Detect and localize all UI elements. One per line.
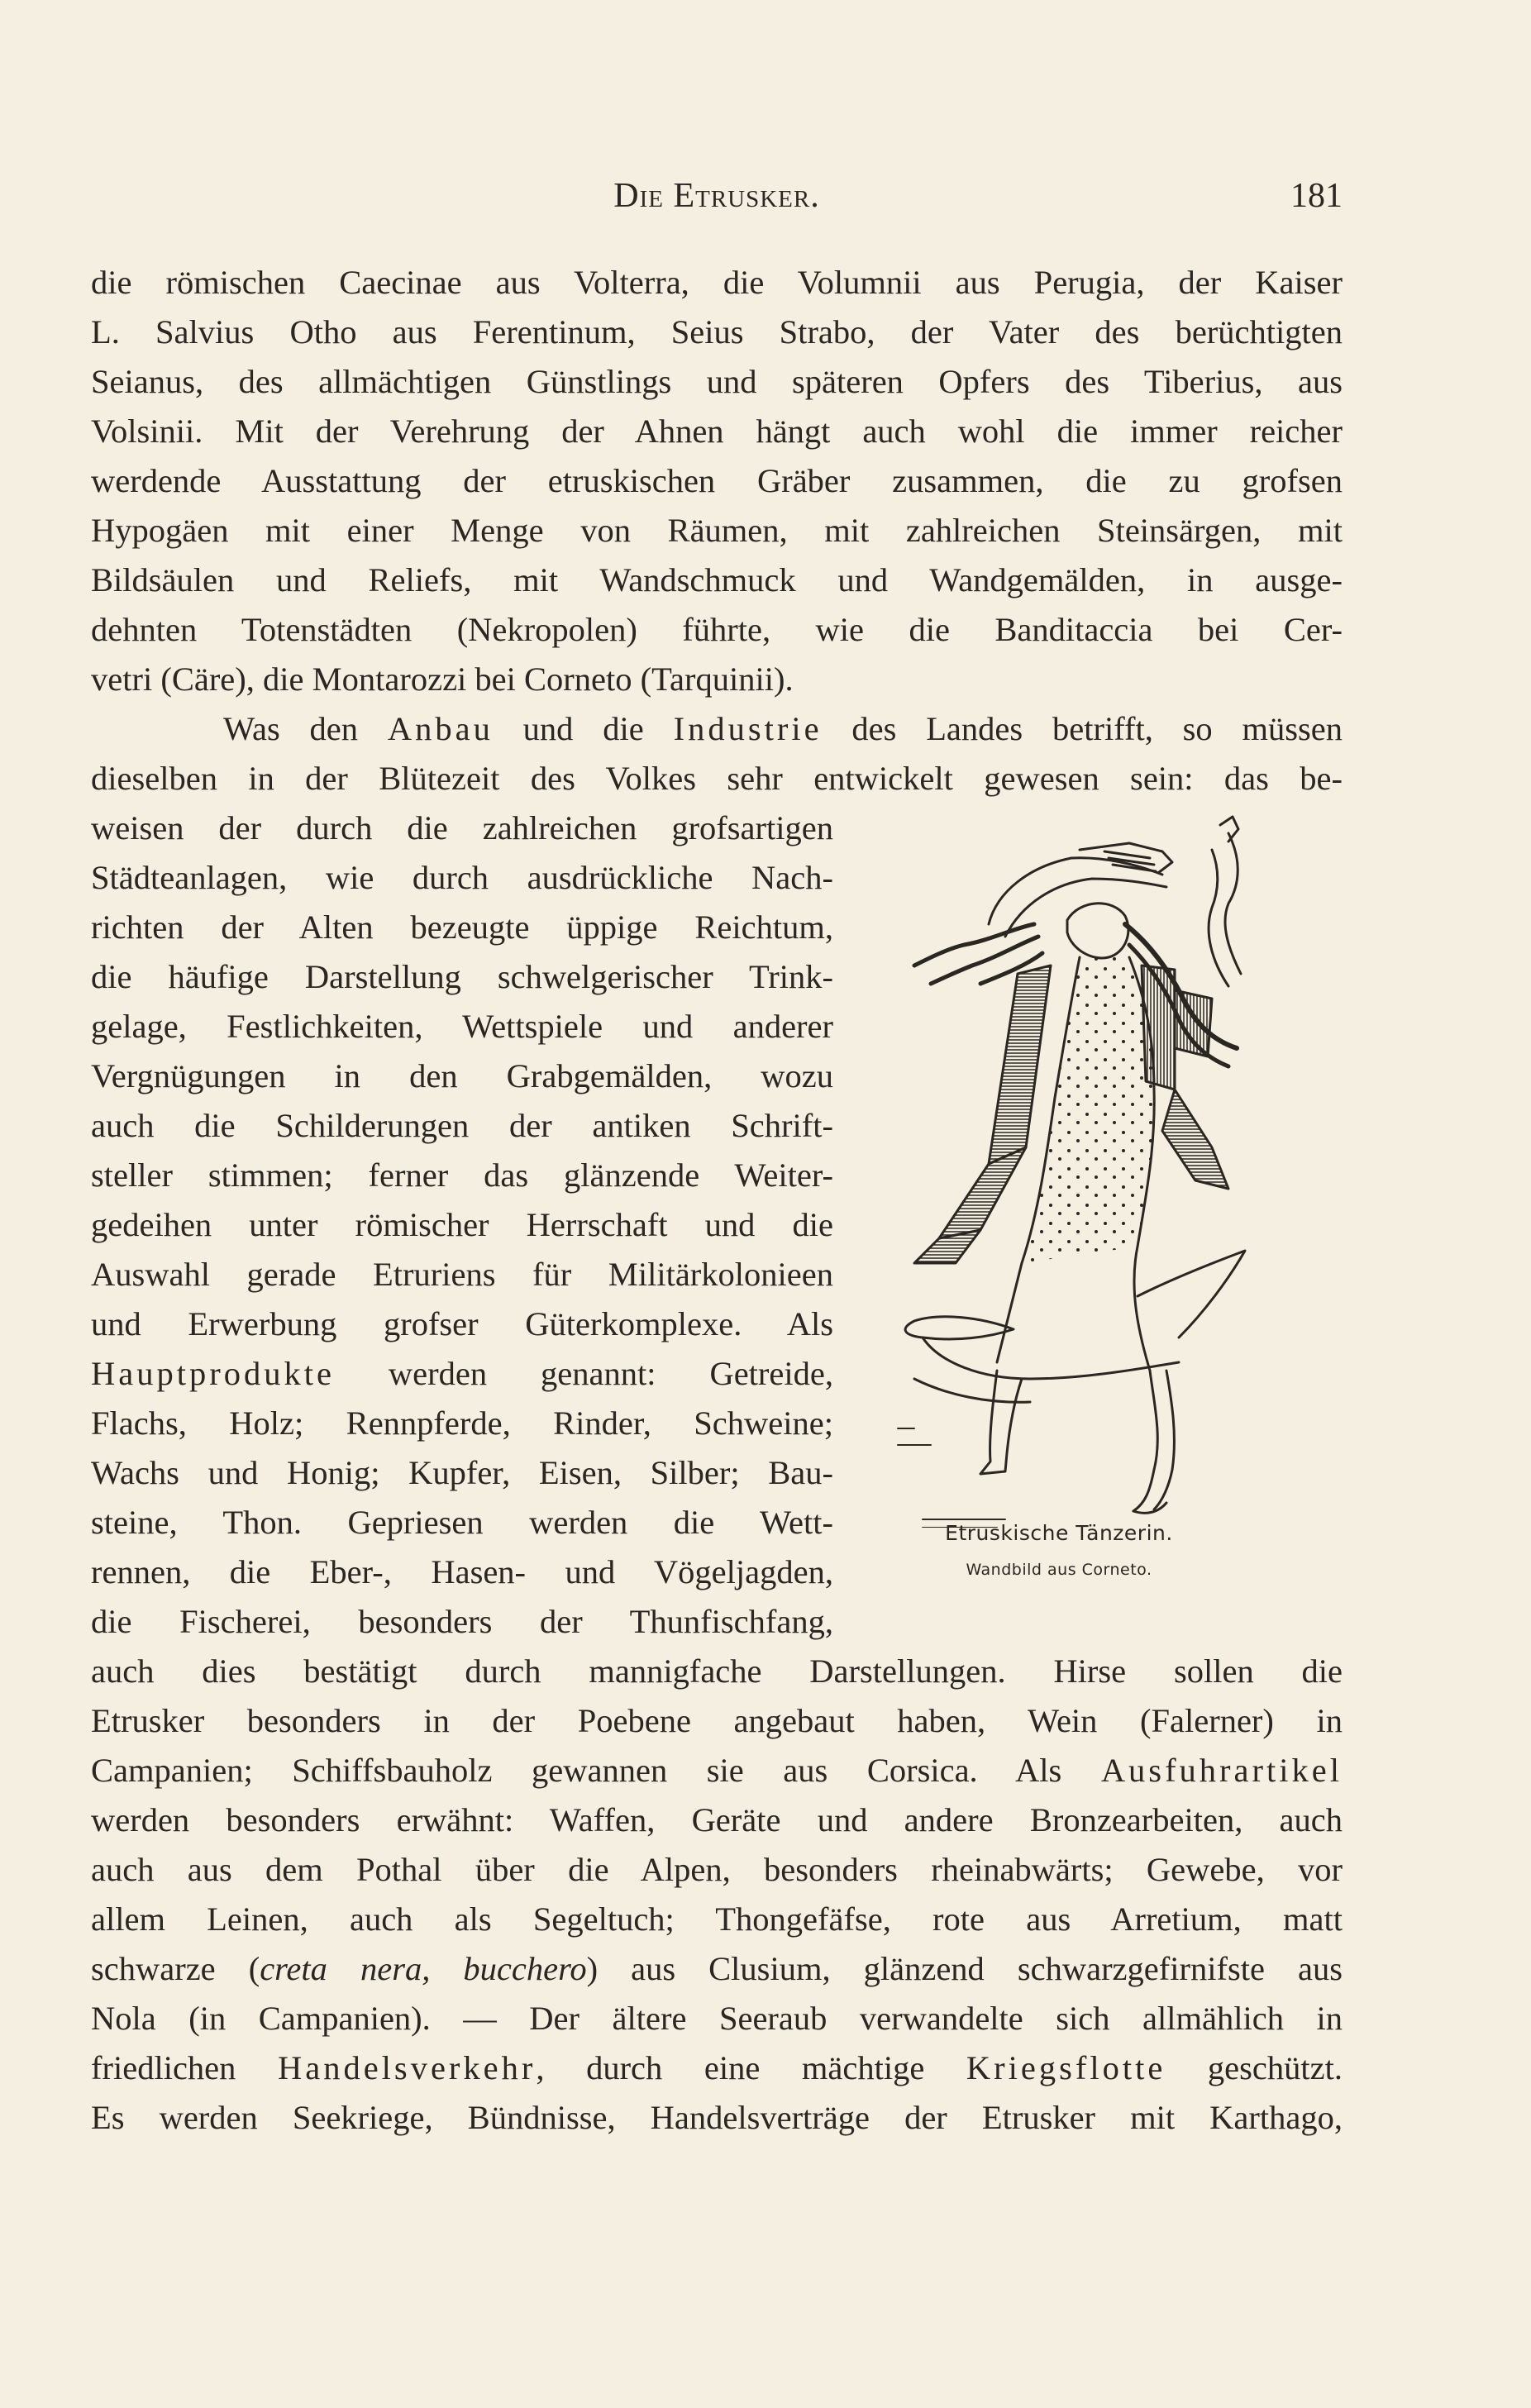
text-line: Hauptprodukte werden genannt: Getreide, bbox=[91, 1355, 833, 1392]
figure-caption: Etruskische Tänzerin. bbox=[945, 1521, 1173, 1545]
text-line: schwarze (creta nera, bucchero) aus Clusium, glänzend schwarzgefirnifste aus bbox=[91, 1950, 1343, 1987]
text-line: die römischen Caecinae aus Volterra, die Volumnii aus Perugia, der Kaiser bbox=[91, 264, 1343, 301]
text-line: Seianus, des allmächtigen Günstlings und späteren Opfers des Tiberius, aus bbox=[91, 363, 1343, 400]
text-line: L. Salvius Otho aus Ferentinum, Seius Strabo, der Vater des berüchtigten bbox=[91, 313, 1343, 350]
text-line: Volsinii. Mit der Verehrung der Ahnen hängt auch wohl die immer reicher bbox=[91, 412, 1343, 450]
text-line: Städteanlagen, wie durch ausdrückliche Nach- bbox=[91, 859, 833, 896]
dancer-illustration bbox=[865, 800, 1253, 1528]
text-line: vetri (Cäre), die Montarozzi bei Corneto (Tarquinii). bbox=[91, 660, 794, 698]
text-line: weisen der durch die zahlreichen grofsartigen bbox=[91, 809, 833, 846]
text-line: werdende Ausstattung der etruskischen Gräber zusammen, die zu grofsen bbox=[91, 462, 1343, 499]
text-line: Auswahl gerade Etruriens für Militärkolonieen bbox=[91, 1256, 833, 1293]
text-line: richten der Alten bezeugte üppige Reichtum, bbox=[91, 908, 833, 946]
text-line: dehnten Totenstädten (Nekropolen) führte, wie die Banditaccia bei Cer- bbox=[91, 611, 1343, 648]
text-line: Campanien; Schiffsbauholz gewannen sie aus Corsica. Als Ausfuhrartikel bbox=[91, 1752, 1343, 1789]
text-line: Was den Anbau und die Industrie des Landes betrifft, so müssen bbox=[223, 710, 1343, 747]
text-line: dieselben in der Blütezeit des Volkes sehr entwickelt gewesen sein: das be- bbox=[91, 760, 1343, 797]
text-line: Bildsäulen und Reliefs, mit Wandschmuck und Wandgemälden, in ausge- bbox=[91, 561, 1343, 598]
page-number: 181 bbox=[1290, 177, 1343, 215]
text-line: und Erwerbung grofser Güterkomplexe. Als bbox=[91, 1305, 833, 1342]
text-line: die Fischerei, besonders der Thunfischfang, bbox=[91, 1603, 833, 1640]
figure-subcaption: Wandbild aus Corneto. bbox=[966, 1561, 1152, 1579]
text-line: rennen, die Eber-, Hasen- und Vögeljagden, bbox=[91, 1553, 833, 1590]
text-line: allem Leinen, auch als Segeltuch; Thongefäfse, rote aus Arretium, matt bbox=[91, 1900, 1343, 1938]
running-title: Die Etrusker. bbox=[613, 177, 820, 215]
text-line: werden besonders erwähnt: Waffen, Geräte und andere Bronzearbeiten, auch bbox=[91, 1801, 1343, 1838]
text-line: Es werden Seekriege, Bündnisse, Handelsverträge der Etrusker mit Karthago, bbox=[91, 2099, 1343, 2136]
text-line: gedeihen unter römischer Herrschaft und die bbox=[91, 1206, 833, 1243]
text-line: Vergnügungen in den Grabgemälden, wozu bbox=[91, 1057, 833, 1094]
text-line: friedlichen Handelsverkehr, durch eine mächtige Kriegsflotte geschützt. bbox=[91, 2049, 1343, 2086]
text-line: Wachs und Honig; Kupfer, Eisen, Silber; Bau- bbox=[91, 1454, 833, 1491]
text-line: steine, Thon. Gepriesen werden die Wett- bbox=[91, 1504, 833, 1541]
text-line: auch aus dem Pothal über die Alpen, besonders rheinabwärts; Gewebe, vor bbox=[91, 1851, 1343, 1888]
text-line: steller stimmen; ferner das glänzende Weiter- bbox=[91, 1156, 833, 1194]
text-line: Etrusker besonders in der Poebene angebaut haben, Wein (Falerner) in bbox=[91, 1702, 1343, 1739]
text-line: Hypogäen mit einer Menge von Räumen, mit zahlreichen Steinsärgen, mit bbox=[91, 512, 1343, 549]
text-line: auch die Schilderungen der antiken Schrift- bbox=[91, 1107, 833, 1144]
text-line: Nola (in Campanien). — Der ältere Seeraub verwandelte sich allmählich in bbox=[91, 2000, 1343, 2037]
text-line: gelage, Festlichkeiten, Wettspiele und anderer bbox=[91, 1008, 833, 1045]
text-line: Flachs, Holz; Rennpferde, Rinder, Schweine; bbox=[91, 1404, 833, 1442]
text-line: die häufige Darstellung schwelgerischer Trink- bbox=[91, 958, 833, 995]
text-line: auch dies bestätigt durch mannigfache Darstellungen. Hirse sollen die bbox=[91, 1652, 1343, 1690]
